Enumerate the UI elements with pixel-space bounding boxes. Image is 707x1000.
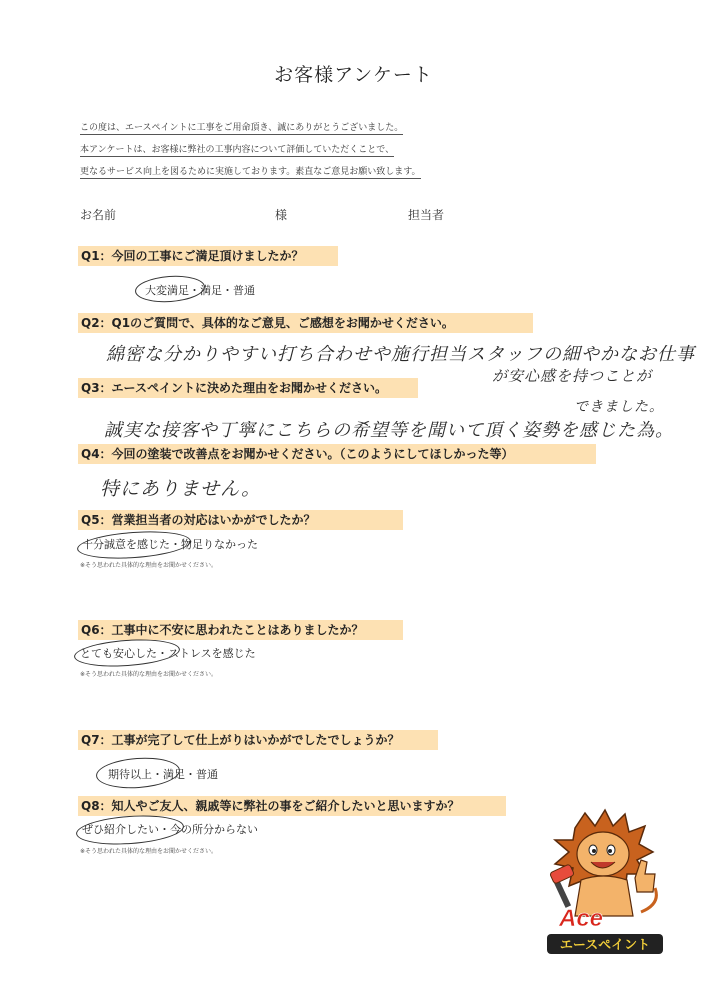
q5-question: Q5：営業担当者の対応はいかがでしたか？ bbox=[78, 510, 403, 530]
intro-line-1: この度は、エースペイントに工事をご用命頂き、誠にありがとうございました。 bbox=[80, 120, 403, 135]
staff-label: 担当者 bbox=[408, 208, 445, 222]
q7-options: 期待以上・満足・普通 bbox=[108, 768, 218, 781]
q4-answer: 特にありません。 bbox=[100, 478, 262, 500]
logo-name: エースペイント bbox=[559, 938, 651, 953]
q1-question: Q1：今回の工事にご満足頂けましたか？ bbox=[78, 246, 338, 266]
q7-question: Q7：工事が完了して仕上がりはいかがでしたでしょうか？ bbox=[78, 730, 438, 750]
left-pupil bbox=[592, 849, 596, 853]
logo-brand: Ace bbox=[559, 905, 604, 932]
q4-question: Q4：今回の塗装で改善点をお聞かせください。（このようにしてほしかった等） bbox=[78, 444, 596, 464]
name-label: お名前 bbox=[80, 208, 117, 222]
lion-face bbox=[577, 832, 629, 876]
intro-line-3: 更なるサービス向上を図るために実施しております。素直なご意見お願い致します。 bbox=[80, 164, 421, 179]
intro-line-2: 本アンケートは、お客様に弊社の工事内容について評価していただくことで、 bbox=[80, 142, 394, 157]
q3-question: Q3：エースペイントに決めた理由をお聞かせください。 bbox=[78, 378, 418, 398]
q2-question: Q2：Q1のご質問で、具体的なご意見、ご感想をお聞かせください。 bbox=[78, 313, 533, 333]
q6-note: ※そう思われた具体的な理由をお聞かせください。 bbox=[80, 671, 218, 678]
sama-label: 様 bbox=[275, 208, 288, 222]
q5-note: ※そう思われた具体的な理由をお聞かせください。 bbox=[80, 562, 218, 569]
q6-options: とても安心した・ストレスを感じた bbox=[80, 647, 256, 660]
lion-mascot-icon bbox=[545, 808, 665, 958]
q8-options: ぜひ紹介したい・今の所分からない bbox=[82, 823, 258, 836]
q3-answer: 誠実な接客や丁寧にこちらの希望等を聞いて頂く姿勢を感じた為。 bbox=[104, 420, 674, 441]
survey-title: お客様アンケート bbox=[274, 64, 433, 86]
q2-answer-line-2: が安心感を持つことが bbox=[492, 367, 653, 385]
q2-answer-line-1: 綿密な分かりやすい打ち合わせや施行担当スタッフの細やかなお仕事 bbox=[106, 344, 695, 365]
q2-answer-line-3: できました。 bbox=[574, 399, 664, 415]
q1-options: 大変満足・満足・普通 bbox=[145, 284, 255, 297]
q8-question: Q8：知人やご友人、親戚等に弊社の事をご紹介したいと思いますか？ bbox=[78, 796, 506, 816]
q8-note: ※そう思われた具体的な理由をお聞かせください。 bbox=[80, 848, 218, 855]
q6-question: Q6：工事中に不安に思われたことはありましたか？ bbox=[78, 620, 403, 640]
q5-options: 十分誠意を感じた・物足りなかった bbox=[82, 538, 258, 551]
right-pupil bbox=[608, 849, 612, 853]
